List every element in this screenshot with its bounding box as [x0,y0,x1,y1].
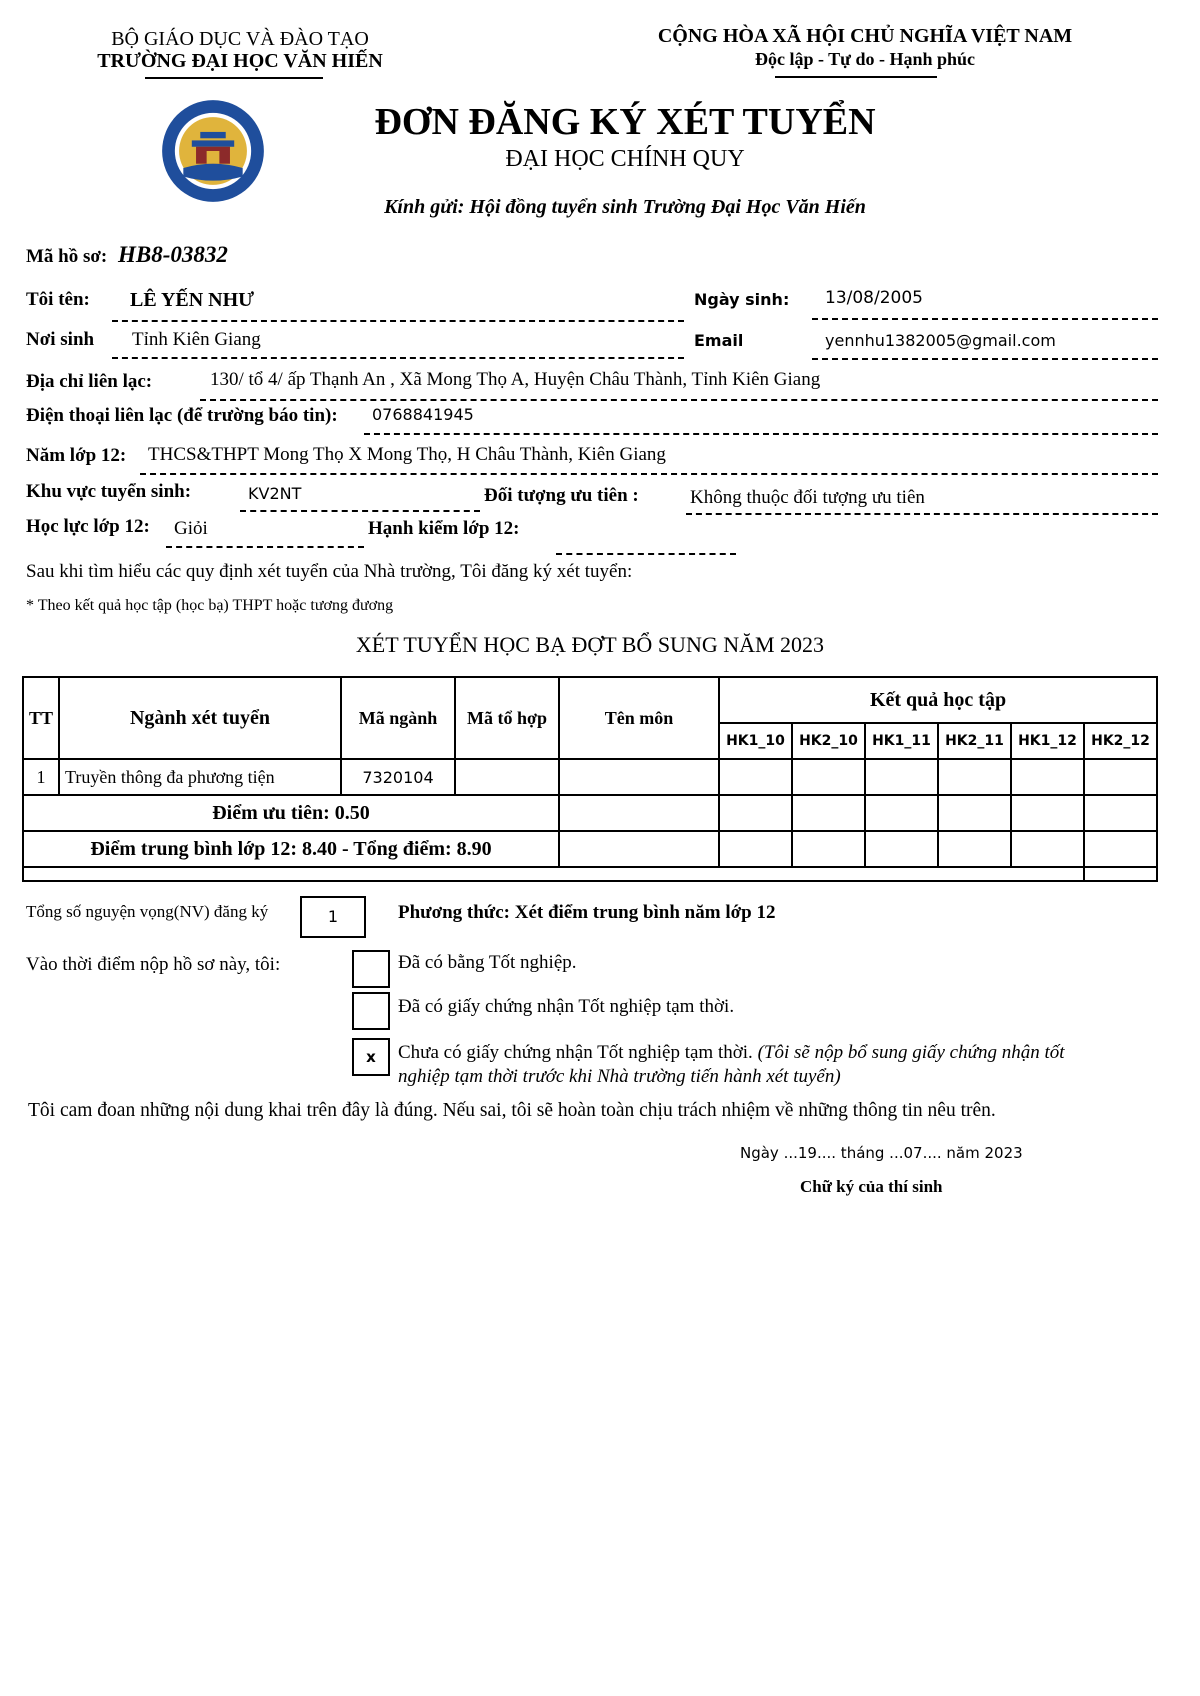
dob-label: Ngày sinh: [694,290,790,309]
term-header: HK1_12 [1011,723,1084,759]
term-header: HK2_12 [1084,723,1157,759]
score-cell [865,759,938,795]
motto: Độc lập - Tự do - Hạnh phúc [754,49,976,69]
status-option-none [398,1042,1065,1064]
empty-row [23,867,1084,881]
score-cell [719,759,792,795]
wishes-count-box[interactable]: 1 [300,896,366,938]
wishes-label: Tổng số nguyện vọng(NV) đăng ký [26,902,269,921]
priority-label: Đối tượng ưu tiên : [484,485,639,506]
score-cell [1011,831,1084,867]
republic-name: CỘNG HÒA XÃ HỘI CHỦ NGHĨA VIỆT NAM [657,25,1073,47]
region-value: KV2NT [248,484,302,503]
conduct-label: Hạnh kiểm lớp 12: [368,518,520,539]
header-major-code: Mã ngành [341,677,455,759]
score-cell [792,831,865,867]
status-option-none-note-cont: nghiệp tạm thời trước khi Nhà trường tiến hành xét tuyển) [398,1066,841,1087]
university-logo [160,98,266,204]
birthplace-label: Nơi sinh [26,329,95,350]
phone-line [364,433,1158,435]
grade12-line [140,473,1158,475]
dob-line [812,318,1158,320]
date-line: Ngày ...19.... tháng ...07.... năm 2023 [740,1144,1023,1162]
table-row [23,759,1157,795]
score-cell [938,759,1011,795]
empty-cell [1084,867,1157,881]
priority-value: Không thuộc đối tượng ưu tiên [690,487,925,508]
form-subtitle: ĐẠI HỌC CHÍNH QUY [505,146,745,172]
empty-cell [559,831,719,867]
average-score: Điểm trung bình lớp 12: 8.40 - Tổng điểm: 8.90 [23,831,559,867]
name-label: Tôi tên: [26,289,90,310]
row-tt: 1 [23,759,59,795]
phone-value: 0768841945 [372,405,474,424]
school-name: TRƯỜNG ĐẠI HỌC VĂN HIẾN [97,50,383,72]
score-cell [792,795,865,831]
status-checkbox-temporary[interactable] [352,992,390,1030]
empty-cell [559,795,719,831]
address-value: 130/ tổ 4/ ấp Thạnh An , Xã Mong Thọ A, Huyện Châu Thành, Tỉnh Kiên Giang [210,369,821,390]
row-major-code: 7320104 [341,759,455,795]
email-label: Email [694,331,744,350]
status-option-none-note: (Tôi sẽ nộp bổ sung giấy chứng nhận tốt [757,1042,1065,1063]
registration-table [22,676,1158,882]
term-header: HK2_10 [792,723,865,759]
score-cell [865,795,938,831]
priority-line [686,513,1158,515]
score-cell [1084,759,1157,795]
section-title: XÉT TUYỂN HỌC BẠ ĐỢT BỔ SUNG NĂM 2023 [355,632,825,657]
term-header: HK1_10 [719,723,792,759]
status-label: Vào thời điểm nộp hồ sơ này, tôi: [26,954,281,975]
score-cell [938,795,1011,831]
row-combo-code [455,759,559,795]
declaration: Tôi cam đoan những nội dung khai trên đây là đúng. Nếu sai, tôi sẽ hoàn toàn chịu trách nhiệm về những thông tin nêu trên. [28,1100,996,1121]
score-cell [719,831,792,867]
note-text: * Theo kết quả học tập (học bạ) THPT hoặc tương đương [26,597,394,614]
status-option-temporary: Đã có giấy chứng nhận Tốt nghiệp tạm thời. [398,996,735,1017]
grade12-label: Năm lớp 12: [26,445,127,466]
score-cell [1084,795,1157,831]
score-cell [1011,759,1084,795]
header-combo-code: Mã tổ hợp [455,677,559,759]
region-line [240,510,480,512]
score-cell [865,831,938,867]
academic-value: Giỏi [174,518,208,539]
status-checkbox-graduated[interactable] [352,950,390,988]
academic-line [166,546,364,548]
header-tt: TT [23,677,59,759]
birthplace-value: Tỉnh Kiên Giang [132,329,261,350]
record-label: Mã hồ sơ: [26,246,108,267]
header-results: Kết quả học tập [719,677,1157,723]
birthplace-line [112,357,684,359]
conduct-line [556,553,736,555]
header-subject: Tên môn [559,677,719,759]
method-text: Phương thức: Xét điểm trung bình năm lớp 12 [398,902,776,923]
email-value: yennhu1382005@gmail.com [825,331,1056,350]
record-number: HB8-03832 [118,242,228,267]
address-line [200,399,1158,401]
address-label: Địa chỉ liên lạc: [26,371,153,392]
dob-value: 13/08/2005 [825,288,923,308]
academic-label: Học lực lớp 12: [26,516,150,537]
motto-underline [775,76,937,78]
score-cell [792,759,865,795]
term-header: HK2_11 [938,723,1011,759]
priority-points: Điểm ưu tiên: 0.50 [23,795,559,831]
header-major: Ngành xét tuyển [59,677,341,759]
intro-text: Sau khi tìm hiểu các quy định xét tuyển của Nhà trường, Tôi đăng ký xét tuyển: [26,561,633,582]
score-cell [938,831,1011,867]
form-title: ĐƠN ĐĂNG KÝ XÉT TUYỂN [374,101,876,143]
phone-label: Điện thoại liên lạc (để trường báo tin): [26,405,338,426]
status-option-none-text: Chưa có giấy chứng nhận Tốt nghiệp tạm thời. [398,1042,753,1063]
status-checkbox-none[interactable]: x [352,1038,390,1076]
score-cell [1011,795,1084,831]
addressee: Kính gửi: Hội đồng tuyển sinh Trường Đại Học Văn Hiến [384,196,866,218]
ministry-name: BỘ GIÁO DỤC VÀ ĐÀO TẠO [111,28,369,50]
grade12-value: THCS&THPT Mong Thọ X Mong Thọ, H Châu Thành, Kiên Giang [148,444,666,465]
row-subject [559,759,719,795]
name-value: LÊ YẾN NHƯ [130,289,255,311]
region-label: Khu vực tuyển sinh: [26,481,192,502]
row-major: Truyền thông đa phương tiện [59,759,341,795]
signature-label: Chữ ký của thí sinh [800,1177,943,1196]
school-underline [145,77,323,79]
score-cell [1084,831,1157,867]
term-header: HK1_11 [865,723,938,759]
status-option-graduated: Đã có bằng Tốt nghiệp. [398,952,577,973]
email-line [812,358,1158,360]
score-cell [719,795,792,831]
name-line [112,320,684,322]
